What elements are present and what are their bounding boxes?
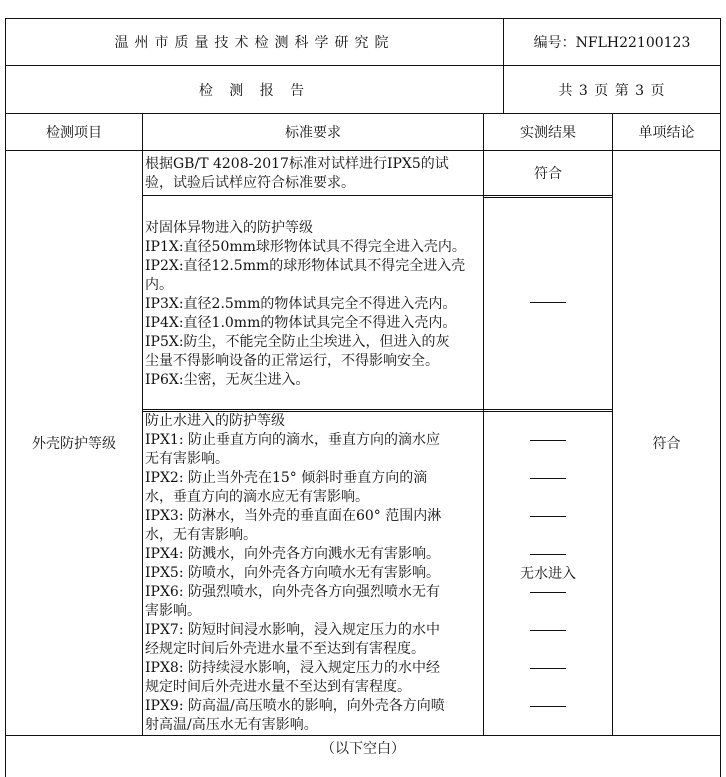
section3-line: 水，垂直方向的滴水应无有害影响。 bbox=[145, 489, 369, 505]
ipx1-result-dash bbox=[530, 440, 566, 441]
section3-line: IPX2: 防止当外壳在15° 倾斜时垂直方向的滴 bbox=[145, 470, 428, 486]
institute-name: 温州市质量技术检测科学研究院 bbox=[114, 35, 395, 51]
section3-line: 害影响。 bbox=[145, 603, 201, 619]
section2-result-dash bbox=[530, 302, 566, 303]
divider-col2 bbox=[483, 113, 484, 735]
section1-line: 验，试验后试样应符合标准要求。 bbox=[145, 175, 355, 191]
divider-col1 bbox=[142, 113, 143, 735]
rule-sec1b bbox=[483, 197, 612, 198]
section3-line: 无有害影响。 bbox=[145, 451, 229, 467]
section2-line: IP6X:尘密，无灰尘进入。 bbox=[145, 372, 310, 388]
section3-line: IPX7: 防短时间浸水影响，浸入规定压力的水中 bbox=[145, 622, 440, 638]
col-header-result: 实测结果 bbox=[520, 125, 576, 141]
ipx4-result-dash bbox=[530, 554, 566, 555]
section3-line: IPX6: 防强烈喷水，向外壳各方向强烈喷水无有 bbox=[145, 584, 440, 600]
section2-line: IP5X:防尘，不能完全防止尘埃进入，但进入的灰 bbox=[145, 334, 450, 350]
col-header-conclusion: 单项结论 bbox=[638, 125, 695, 141]
section3-line: 防止水进入的防护等级 bbox=[145, 413, 285, 429]
section3-line: 规定时间后外壳进水量不至达到有害程度。 bbox=[145, 679, 411, 695]
item-conclusion: 符合 bbox=[652, 436, 681, 452]
section3-line: IPX5: 防喷水，向外壳各方向喷水无有害影响。 bbox=[145, 565, 440, 581]
col-header-requirement: 标准要求 bbox=[285, 125, 341, 141]
col-header-item: 检测项目 bbox=[46, 125, 102, 141]
section2-line: 尘量不得影响设备的正常运行，不得影响安全。 bbox=[145, 353, 439, 369]
section3-line: IPX9: 防高温/高压喷水的影响，向外壳各方向喷 bbox=[145, 698, 445, 714]
section2-line: IP4X:直径1.0mm的物体试具完全不得进入壳内。 bbox=[145, 315, 457, 331]
ipx6-result-dash bbox=[530, 592, 566, 593]
blank-note: （以下空白） bbox=[321, 741, 405, 757]
section3-line: 射高温/高压水无有害影响。 bbox=[145, 717, 318, 733]
ipx5-result: 无水进入 bbox=[520, 566, 576, 582]
section3-line: IPX1: 防止垂直方向的滴水，垂直方向的滴水应 bbox=[145, 432, 440, 448]
ipx9-result-dash bbox=[530, 706, 566, 707]
section3-line: 经规定时间后外壳进水量不至达到有害程度。 bbox=[145, 641, 425, 657]
ipx3-result-dash bbox=[530, 516, 566, 517]
section2-line: IP2X:直径12.5mm的球形物体试具不得完全进入壳 bbox=[145, 258, 466, 274]
ipx7-result-dash bbox=[530, 630, 566, 631]
rule-sec3 bbox=[5, 735, 721, 736]
ipx8-result-dash bbox=[530, 668, 566, 669]
section3-line: IPX3: 防淋水，当外壳的垂直面在60° 范围内淋 bbox=[145, 508, 442, 524]
rule-sec1 bbox=[142, 195, 612, 196]
section2-line: IP3X:直径2.5mm的物体试具完全不得进入壳内。 bbox=[145, 296, 457, 312]
section2-line: 内。 bbox=[145, 277, 173, 293]
border-right bbox=[720, 18, 721, 777]
report-title: 检 测 报 告 bbox=[198, 82, 311, 99]
ipx2-result-dash bbox=[530, 478, 566, 479]
test-item-name: 外壳防护等级 bbox=[32, 436, 116, 452]
section1-line: 根据GB/T 4208-2017标准对试样进行IPX5的试 bbox=[145, 156, 449, 172]
rule-sec2 bbox=[142, 409, 612, 410]
report-number: 编号：NFLH22100123 bbox=[533, 35, 691, 51]
section3-line: 水，无有害影响。 bbox=[145, 527, 257, 543]
section2-line: 对固体异物进入的防护等级 bbox=[145, 220, 313, 236]
page-info: 共 3 页 第 3 页 bbox=[558, 82, 666, 99]
section2-line: IP1X:直径50mm球形物体试具不得完全进入壳内。 bbox=[145, 239, 466, 255]
section1-result: 符合 bbox=[534, 166, 562, 182]
section3-line: IPX4: 防溅水，向外壳各方向溅水无有害影响。 bbox=[145, 546, 440, 562]
section3-line: IPX8: 防持续浸水影响，浸入规定压力的水中经 bbox=[145, 660, 440, 676]
